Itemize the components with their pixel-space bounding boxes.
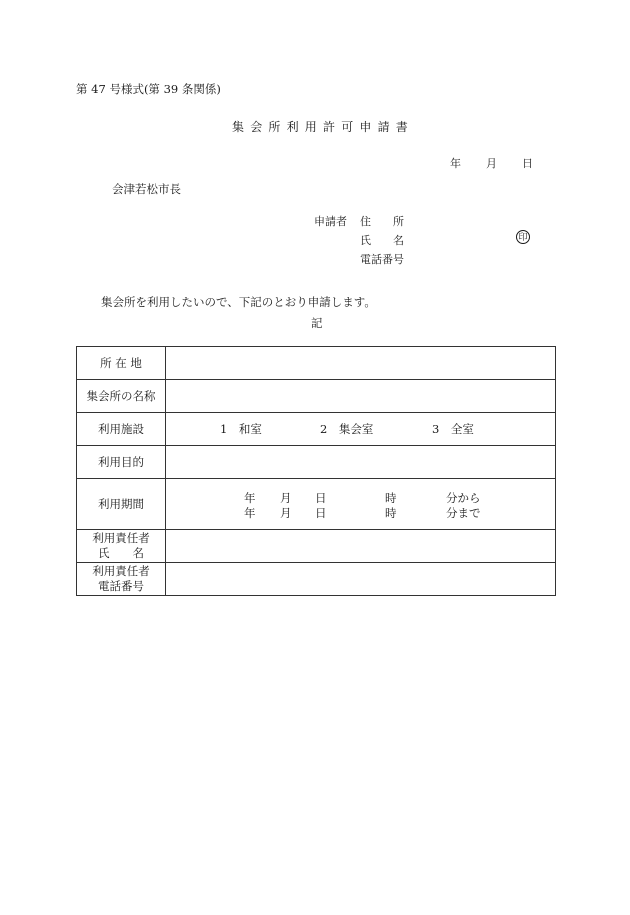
date-year: 年: [450, 157, 461, 170]
date-month: 月: [486, 157, 497, 170]
facility-option-zenshitsu[interactable]: 3 全室: [432, 422, 474, 436]
manager-phone-field[interactable]: [166, 563, 556, 596]
recipient: 会津若松市長: [112, 182, 181, 196]
table-row: [77, 446, 556, 479]
period-start-year: 年: [244, 491, 256, 505]
period-end-month: 月: [280, 506, 292, 520]
location-field[interactable]: [166, 347, 556, 380]
facility-label: 利用施設: [77, 413, 166, 446]
applicant-name-label: 氏 名: [360, 234, 404, 247]
form-number: 第 47 号様式(第 39 条関係): [76, 82, 221, 96]
document-title: 集会所利用許可申請書: [232, 120, 415, 134]
period-field[interactable]: [166, 479, 556, 530]
manager-name-label-line2: 氏 名: [98, 546, 144, 560]
table-row: [77, 530, 556, 563]
applicant-phone-label: 電話番号: [360, 253, 404, 266]
manager-phone-label-line2: 電話番号: [98, 579, 144, 593]
application-statement: 集会所を利用したいので、下記のとおり申請します。: [101, 295, 376, 309]
purpose-field[interactable]: [166, 446, 556, 479]
purpose-label: 利用目的: [77, 446, 166, 479]
period-end-year: 年: [244, 506, 256, 520]
facility-option-washitsu[interactable]: 1 和室: [220, 422, 262, 436]
period-label: 利用期間: [77, 479, 166, 530]
facility-name-field[interactable]: [166, 380, 556, 413]
applicant-label: 申請者: [314, 215, 347, 228]
table-row: [77, 413, 556, 446]
table-row: [77, 347, 556, 380]
period-start-month: 月: [280, 491, 292, 505]
facility-option-shukaishitsu[interactable]: 2 集会室: [320, 422, 374, 436]
manager-name-field[interactable]: [166, 530, 556, 563]
table-row: [77, 380, 556, 413]
manager-name-label: [77, 530, 166, 563]
location-label: 所 在 地: [77, 347, 166, 380]
applicant-address-label: 住 所: [360, 215, 404, 228]
period-start-minute: 分から: [446, 491, 481, 505]
period-end-hour: 時: [385, 506, 397, 520]
seal-mark: 印: [516, 230, 530, 244]
ki-heading: 記: [311, 316, 323, 330]
table-row: [77, 563, 556, 596]
application-table: [76, 346, 556, 596]
period-end-minute: 分まで: [446, 506, 481, 520]
facility-options: [166, 413, 556, 446]
period-start-hour: 時: [385, 491, 397, 505]
period-end-day: 日: [315, 506, 327, 520]
table-row: [77, 479, 556, 530]
date-day: 日: [522, 157, 533, 170]
period-start-day: 日: [315, 491, 327, 505]
facility-name-label: 集会所の名称: [77, 380, 166, 413]
manager-phone-label-line1: 利用責任者: [92, 564, 150, 578]
manager-phone-label: [77, 563, 166, 596]
manager-name-label-line1: 利用責任者: [92, 531, 150, 545]
